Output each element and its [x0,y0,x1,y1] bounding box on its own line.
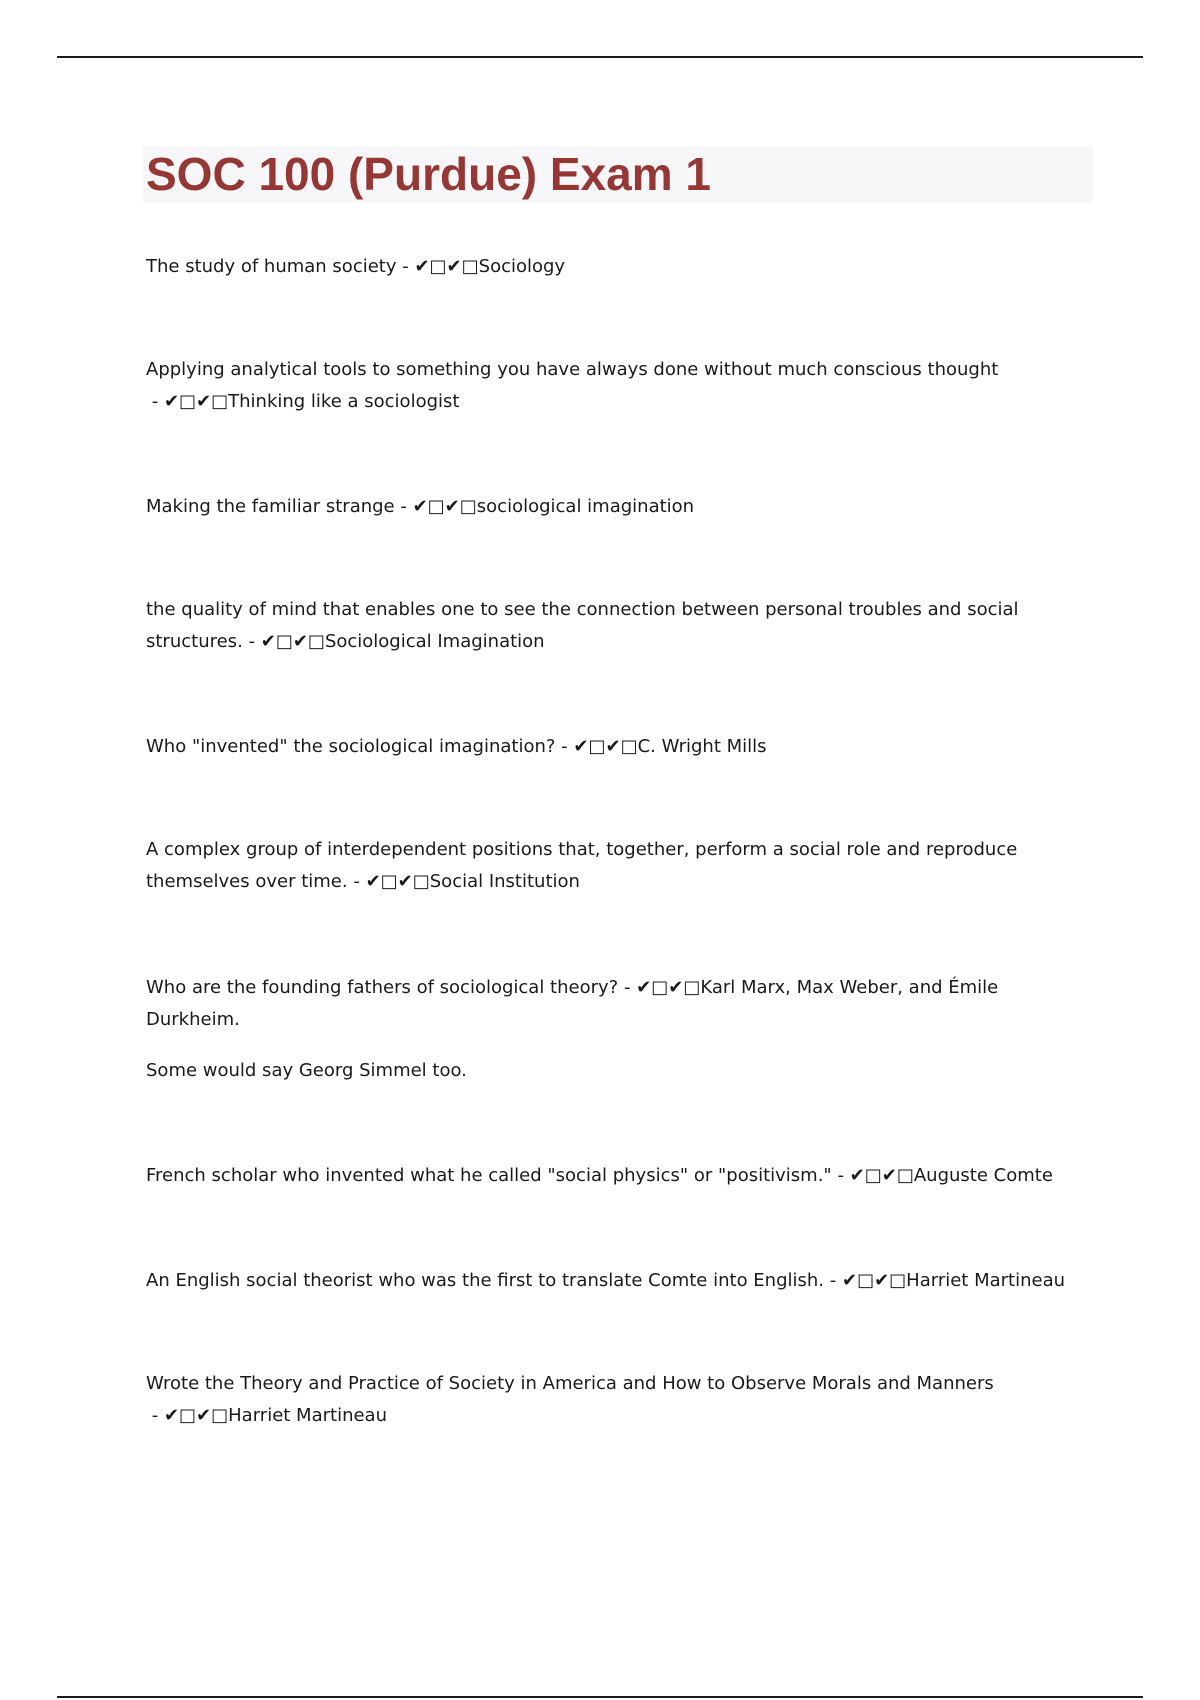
question-text: Who are the founding fathers of sociological theory? [146,977,619,998]
top-rule [57,56,1143,58]
separator: - [146,1405,164,1426]
qa-item [146,972,1086,1036]
question-text: The study of human society [146,256,397,277]
answer-note: Some would say Georg Simmel too. [146,1060,467,1081]
check-icon: ✔□✔□ [636,977,701,998]
question-text: Who "invented" the sociological imagination? [146,736,556,757]
answer-text: Karl Marx, Max Weber, and Émile Durkheim. [146,977,999,1030]
check-icon: ✔□✔□ [365,871,430,892]
answer-text: Thinking like a sociologist [228,391,460,412]
separator: - [618,977,637,998]
qa-item [146,731,1086,763]
answer-text: sociological imagination [476,496,695,517]
separator: - [347,871,366,892]
question-text: Applying analytical tools to something you have always done without much conscious thought [146,359,999,380]
qa-item [146,834,1086,898]
question-text: French scholar who invented what he called "social physics" or "positivism." [146,1165,832,1186]
separator: - [394,496,413,517]
check-icon: ✔□✔□ [414,256,479,277]
question-text: An English social theorist who was the first to translate Comte into English. [146,1270,825,1291]
separator: - [555,736,574,757]
qa-item [146,1160,1086,1192]
question-text: A complex group of interdependent positions that, together, perform a social role and reproduce themselves over time. [146,839,1018,892]
qa-item [146,594,1086,658]
answer-text: C. Wright Mills [637,736,767,757]
question-text: the quality of mind that enables one to see the connection between personal troubles and social structures. [146,599,1019,652]
qa-item [146,251,1086,283]
separator: - [396,256,415,277]
check-icon: ✔□✔□ [412,496,477,517]
check-icon: ✔□✔□ [163,1405,229,1426]
answer-text: Harriet Martineau [228,1405,387,1426]
check-icon: ✔□✔□ [849,1165,914,1186]
answer-text: Sociological Imagination [324,631,545,652]
answer-text: Auguste Comte [913,1165,1053,1186]
qa-item [146,354,1086,418]
answer-text: Social Institution [429,871,580,892]
separator: - [242,631,261,652]
qa-item [146,1265,1086,1297]
separator: - [146,391,164,412]
answer-text: Harriet Martineau [906,1270,1066,1291]
qa-item [146,1368,1086,1432]
qa-item [146,491,1086,523]
check-icon: ✔□✔□ [163,391,229,412]
check-icon: ✔□✔□ [260,631,325,652]
bottom-rule [57,1696,1143,1698]
separator: - [831,1165,850,1186]
question-text: Wrote the Theory and Practice of Society in America and How to Observe Morals and Manners [146,1373,994,1394]
question-text: Making the familiar strange [146,496,395,517]
check-icon: ✔□✔□ [573,736,638,757]
answer-text: Sociology [478,256,566,277]
page-title: SOC 100 (Purdue) Exam 1 [146,148,711,200]
separator: - [824,1270,842,1291]
check-icon: ✔□✔□ [841,1270,907,1291]
